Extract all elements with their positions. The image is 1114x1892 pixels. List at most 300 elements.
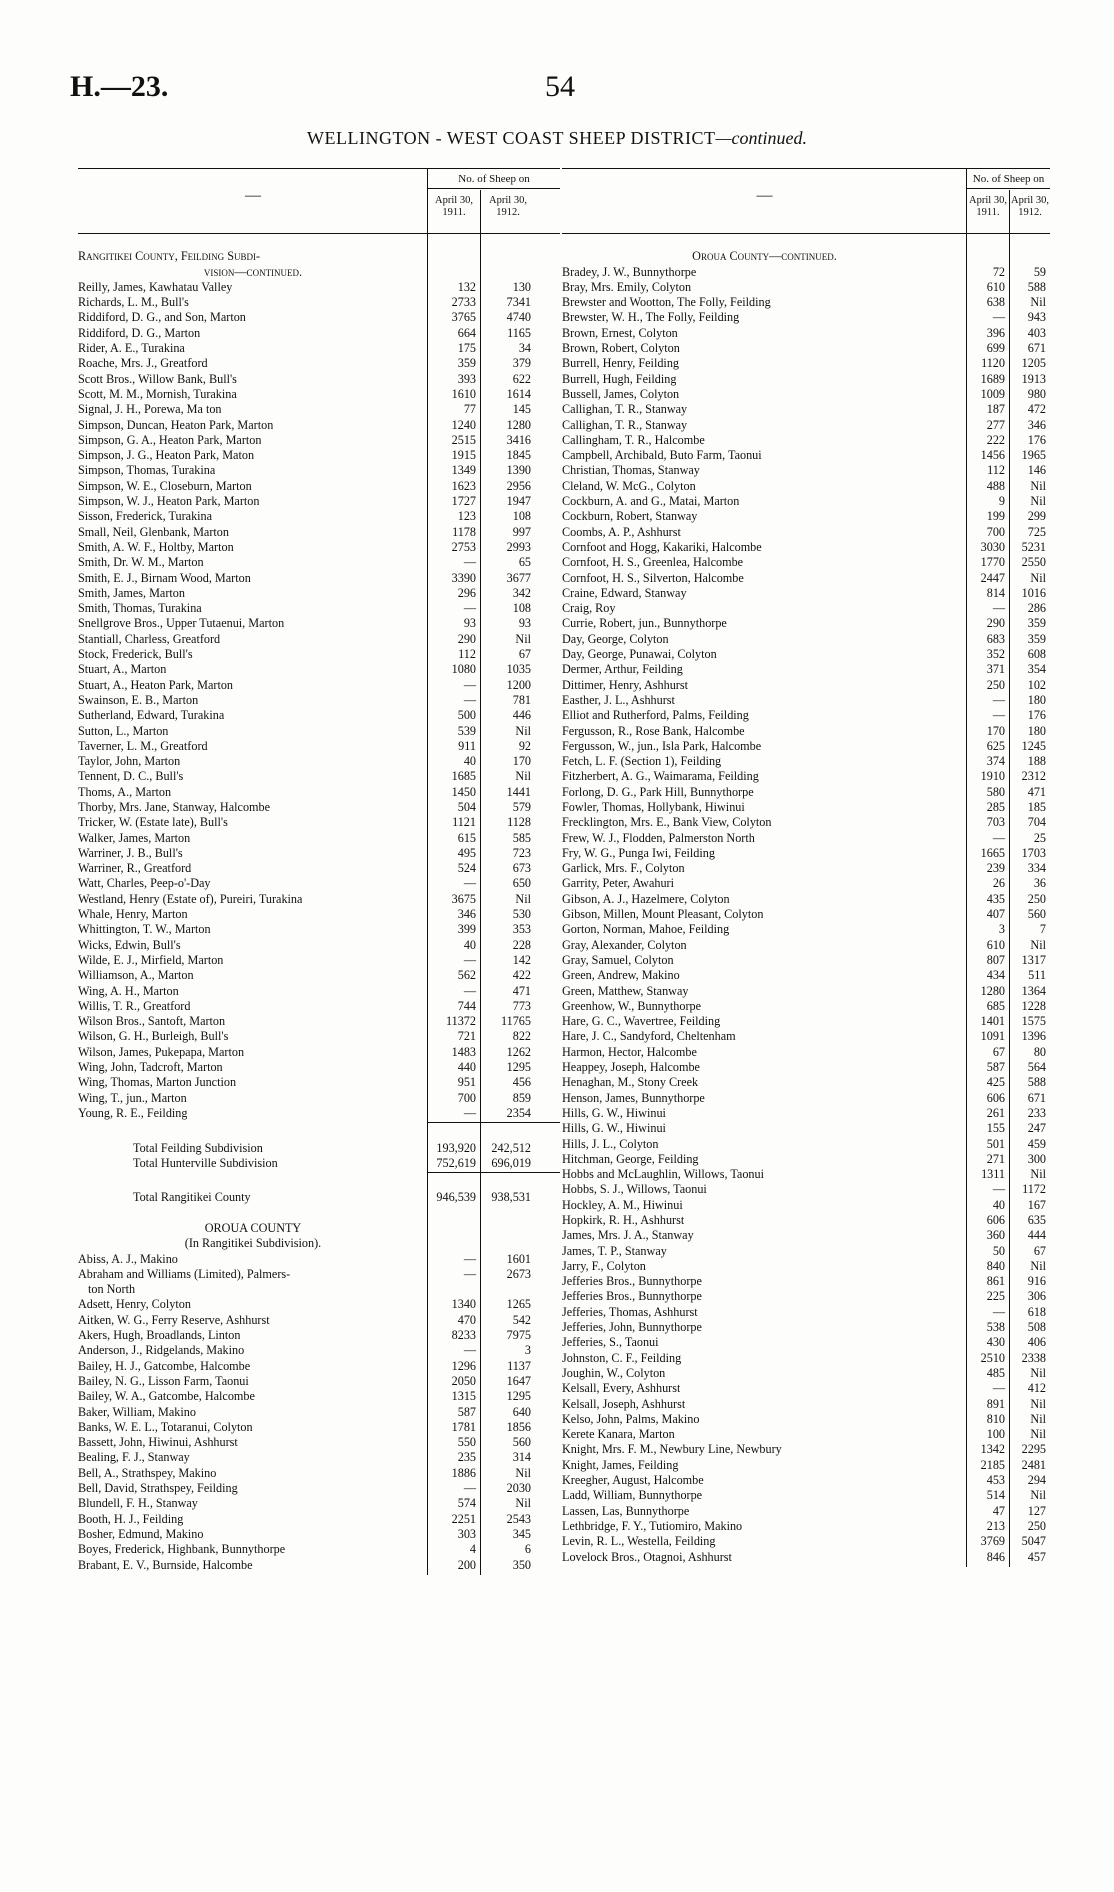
table-row: [78, 846, 560, 861]
owner-name: Brown, Ernest, Colyton: [562, 325, 678, 340]
table-row: [562, 1550, 1050, 1565]
header-col-1912: April 30, 1912.: [489, 195, 527, 218]
table-row: [562, 1137, 1050, 1152]
sheep-1911: 500: [457, 708, 476, 723]
owner-name: Sutton, L., Marton: [78, 723, 169, 738]
sheep-1912: 588: [1027, 1075, 1046, 1090]
sheep-1911: 1280: [980, 983, 1005, 998]
table-row: [562, 754, 1050, 769]
sheep-1911: 1910: [980, 769, 1005, 784]
right-table: [562, 168, 1050, 1565]
sheep-1912: Nil: [515, 1496, 531, 1511]
table-row: [78, 1558, 560, 1573]
owner-name: Richards, L. M., Bull's: [78, 295, 189, 310]
owner-name: Lassen, Las, Bunnythorpe: [562, 1503, 690, 1518]
table-row: [78, 769, 560, 784]
table-row: [562, 509, 1050, 524]
sheep-1911: 846: [986, 1549, 1005, 1564]
sheep-1911: —: [463, 692, 476, 707]
sheep-1912: 1172: [1022, 1182, 1046, 1197]
sheep-1911: 346: [457, 907, 476, 922]
sheep-1911: 610: [986, 279, 1005, 294]
section-heading: [78, 265, 560, 280]
sheep-1912: 359: [1027, 631, 1046, 646]
sheep-1911: 1315: [451, 1389, 476, 1404]
sheep-1912: 286: [1027, 601, 1046, 616]
sheep-1912: 1295: [506, 1389, 531, 1404]
table-row: [78, 831, 560, 846]
sheep-1912: Nil: [1030, 937, 1046, 952]
sheep-1912: 142: [512, 952, 531, 967]
table-row: [562, 999, 1050, 1014]
sheep-1912: 2543: [506, 1511, 531, 1526]
sheep-1912: 1016: [1021, 585, 1046, 600]
sheep-1911: 514: [986, 1488, 1005, 1503]
table-row: [78, 509, 560, 524]
owner-name: Levin, R. L., Westella, Feilding: [562, 1534, 716, 1549]
owner-name: Brown, Robert, Colyton: [562, 341, 680, 356]
sheep-1912: 299: [1027, 509, 1046, 524]
sheep-1911: 407: [986, 907, 1005, 922]
table-row: [562, 678, 1050, 693]
sheep-1912: Nil: [1030, 570, 1046, 585]
sheep-1911: 47: [992, 1503, 1005, 1518]
sheep-1912: 406: [1027, 1335, 1046, 1350]
page-reference: H.—23.: [70, 70, 169, 103]
table-row: [562, 601, 1050, 616]
sheep-1911: 814: [986, 585, 1005, 600]
table-row: [78, 922, 560, 937]
sheep-1911: 352: [986, 647, 1005, 662]
sheep-1912: 859: [512, 1090, 531, 1105]
sheep-1912: 59: [1033, 264, 1046, 279]
sheep-1912: 1441: [506, 784, 531, 799]
table-row: [562, 1534, 1050, 1549]
table-row: [78, 1313, 560, 1328]
sheep-1912: 1035: [506, 662, 531, 677]
owner-name: Fry, W. G., Punga Iwi, Feilding: [562, 845, 715, 860]
owner-name: Bailey, H. J., Gatcombe, Halcombe: [78, 1358, 251, 1373]
sheep-1912: 2354: [506, 1105, 531, 1120]
sheep-1911: 1886: [451, 1465, 476, 1480]
table-row: [78, 1252, 560, 1267]
sheep-1911: 840: [986, 1258, 1005, 1273]
sheep-1912: 472: [1027, 402, 1046, 417]
sheep-1911: 1665: [980, 845, 1005, 860]
sheep-1911: 239: [986, 861, 1005, 876]
sheep-1912: Nil: [1030, 1167, 1046, 1182]
sheep-1911: 488: [986, 478, 1005, 493]
table-row: [78, 938, 560, 953]
sheep-1912: 36: [1033, 876, 1046, 891]
sheep-1911: 40: [463, 754, 476, 769]
table-row: [562, 525, 1050, 540]
sheep-1911: 538: [986, 1320, 1005, 1335]
sheep-1911: 2510: [980, 1350, 1005, 1365]
table-row: [562, 1381, 1050, 1396]
sheep-1912: 145: [512, 402, 531, 417]
table-row: [78, 1435, 560, 1450]
table-row: [562, 1228, 1050, 1243]
sheep-1912: 938,531: [491, 1190, 531, 1205]
sheep-1911: 587: [986, 1060, 1005, 1075]
table-row: [562, 1320, 1050, 1335]
table-row: [562, 310, 1050, 325]
owner-name: Scott Bros., Willow Bank, Bull's: [78, 371, 237, 386]
sheep-1912: 457: [1027, 1549, 1046, 1564]
sheep-1911: 3030: [980, 539, 1005, 554]
sheep-1911: 1091: [980, 1029, 1005, 1044]
sheep-1912: 7341: [506, 295, 531, 310]
sheep-1912: Nil: [1030, 1488, 1046, 1503]
sheep-1911: 290: [457, 631, 476, 646]
sheep-1912: 422: [512, 968, 531, 983]
table-row: [78, 1014, 560, 1029]
table-row: [78, 1542, 560, 1557]
sheep-1911: 285: [986, 799, 1005, 814]
sheep-1912: 80: [1033, 1044, 1046, 1059]
table-row: [562, 953, 1050, 968]
table-row: [562, 448, 1050, 463]
sheep-1911: 434: [986, 968, 1005, 983]
column-rule: [427, 168, 428, 1575]
sheep-1912: Nil: [515, 631, 531, 646]
sheep-1911: 271: [986, 1151, 1005, 1166]
table-row: [562, 387, 1050, 402]
table-row: [562, 907, 1050, 922]
page-number: 54: [545, 70, 575, 103]
sheep-1912: 560: [512, 1435, 531, 1450]
sheep-1912: 1364: [1021, 983, 1046, 998]
sheep-1911: 393: [457, 371, 476, 386]
sheep-1912: 314: [512, 1450, 531, 1465]
table-row: [78, 1389, 560, 1404]
owner-name: Hare, J. C., Sandyford, Cheltenham: [562, 1029, 736, 1044]
table-row: [562, 724, 1050, 739]
owner-name: Fergusson, R., Rose Bank, Halcombe: [562, 723, 745, 738]
owner-name: Campbell, Archibald, Buto Farm, Taonui: [562, 448, 762, 463]
owner-name: Bradey, J. W., Bunnythorpe: [562, 264, 697, 279]
table-row: [562, 922, 1050, 937]
sheep-1911: 810: [986, 1411, 1005, 1426]
sheep-1912: 1913: [1021, 371, 1046, 386]
owner-name: Booth, H. J., Feilding: [78, 1511, 184, 1526]
owner-name: Small, Neil, Glenbank, Marton: [78, 524, 229, 539]
owner-name: Stuart, A., Heaton Park, Marton: [78, 677, 234, 692]
owner-name: Simpson, Duncan, Heaton Park, Marton: [78, 417, 274, 432]
owner-name: Abiss, A. J., Makino: [78, 1251, 178, 1266]
sheep-1911: 683: [986, 631, 1005, 646]
table-row: [562, 372, 1050, 387]
table-row: [78, 647, 560, 662]
sheep-1912: 560: [1027, 907, 1046, 922]
sheep-1912: 11765: [500, 1014, 531, 1029]
owner-name: Rangitikei County, Feilding Subdi-: [78, 249, 261, 264]
sheep-1912: 723: [512, 845, 531, 860]
left-table-header: [78, 168, 560, 234]
sheep-1912: 1856: [506, 1419, 531, 1434]
sheep-1912: 459: [1027, 1136, 1046, 1151]
sheep-1911: 303: [457, 1526, 476, 1541]
owner-name: Callighan, T. R., Stanway: [562, 402, 688, 417]
sheep-1912: 65: [518, 555, 531, 570]
sheep-1912: 167: [1027, 1197, 1046, 1212]
table-row: [562, 326, 1050, 341]
owner-name: Jefferies, John, Bunnythorpe: [562, 1320, 702, 1335]
owner-name: Wing, T., jun., Marton: [78, 1090, 187, 1105]
table-row: [78, 234, 560, 249]
sheep-1911: 40: [463, 937, 476, 952]
table-row: [562, 1106, 1050, 1121]
table-row: [562, 1182, 1050, 1197]
sheep-1911: 744: [457, 998, 476, 1013]
owner-name: Gray, Alexander, Colyton: [562, 937, 687, 952]
table-row: [78, 1405, 560, 1420]
owner-name: Jefferies, S., Taonui: [562, 1335, 659, 1350]
sheep-1912: 1317: [1021, 952, 1046, 967]
sheep-1912: 640: [512, 1404, 531, 1419]
sheep-1911: 1450: [451, 784, 476, 799]
owner-name: Kelsall, Joseph, Ashhurst: [562, 1396, 686, 1411]
table-row: [562, 433, 1050, 448]
table-row: [78, 785, 560, 800]
table-row: [78, 1267, 560, 1282]
owner-name: Signal, J. H., Porewa, Ma ton: [78, 402, 222, 417]
table-row: [562, 769, 1050, 784]
table-row: [78, 387, 560, 402]
table-row: [562, 1305, 1050, 1320]
sheep-1911: 3675: [451, 891, 476, 906]
owner-name: Baker, William, Makino: [78, 1404, 196, 1419]
table-row: [562, 968, 1050, 983]
owner-name: Garlick, Mrs. F., Colyton: [562, 861, 685, 876]
owner-name: Young, R. E., Feilding: [78, 1105, 188, 1120]
sheep-1912: 1965: [1021, 448, 1046, 463]
table-row: [562, 280, 1050, 295]
sheep-1911: 1401: [980, 1014, 1005, 1029]
sheep-1911: —: [992, 830, 1005, 845]
sheep-1912: 176: [1027, 432, 1046, 447]
sheep-1911: 504: [457, 799, 476, 814]
sheep-1912: 306: [1027, 1289, 1046, 1304]
owner-name: Snellgrove Bros., Upper Tutaenui, Marton: [78, 616, 285, 631]
owner-name: Elliot and Rutherford, Palms, Feilding: [562, 708, 749, 723]
sheep-1911: 752,619: [436, 1155, 476, 1170]
sheep-1912: 2481: [1021, 1457, 1046, 1472]
sheep-1911: 453: [986, 1473, 1005, 1488]
owner-name: vision—continued.: [203, 264, 303, 279]
sheep-1912: 1280: [506, 417, 531, 432]
table-row: [78, 1175, 560, 1190]
sheep-1911: 26: [992, 876, 1005, 891]
owner-name: Williamson, A., Marton: [78, 968, 194, 983]
table-row: [562, 555, 1050, 570]
table-row: [562, 1335, 1050, 1350]
sheep-1911: 1342: [980, 1442, 1005, 1457]
page-title: [0, 128, 1114, 149]
total-row: [78, 1190, 560, 1205]
sheep-1911: 1915: [451, 448, 476, 463]
owner-name: Total Hunterville Subdivision: [133, 1155, 278, 1170]
owner-name: Riddiford, D. G., and Son, Marton: [78, 310, 246, 325]
owner-name: Craine, Edward, Stanway: [562, 585, 687, 600]
sheep-1911: 1689: [980, 371, 1005, 386]
table-row: [78, 616, 560, 631]
table-row: [562, 984, 1050, 999]
owner-name: Bell, A., Strathspey, Makino: [78, 1465, 217, 1480]
sheep-1912: 1205: [1021, 356, 1046, 371]
sheep-1911: 277: [986, 417, 1005, 432]
sheep-1911: 861: [986, 1274, 1005, 1289]
owner-name: Callighan, T. R., Stanway: [562, 417, 688, 432]
sheep-1911: —: [992, 708, 1005, 723]
sheep-1912: 353: [512, 922, 531, 937]
owner-name: Scott, M. M., Mornish, Turakina: [78, 386, 237, 401]
sheep-1912: 250: [1027, 891, 1046, 906]
table-row: [78, 1420, 560, 1435]
sheep-1912: 1703: [1021, 845, 1046, 860]
sheep-1912: 671: [1027, 341, 1046, 356]
sheep-1912: 7: [1039, 922, 1046, 937]
sheep-1911: 606: [986, 1213, 1005, 1227]
table-row: [562, 1473, 1050, 1488]
sheep-1912: Nil: [1030, 478, 1046, 493]
owner-name: Lovelock Bros., Otagnoi, Ashhurst: [562, 1549, 732, 1564]
table-row: [562, 571, 1050, 586]
table-row: [78, 739, 560, 754]
sheep-1912: 102: [1027, 677, 1046, 692]
sheep-1911: 699: [986, 341, 1005, 356]
table-row: [78, 326, 560, 341]
sheep-1911: 524: [457, 861, 476, 876]
sheep-1912: 2295: [1021, 1442, 1046, 1457]
rule-line: [428, 1122, 560, 1123]
sheep-1911: 1610: [451, 386, 476, 401]
owner-name: Akers, Hugh, Broadlands, Linton: [78, 1328, 241, 1343]
table-row: [562, 1045, 1050, 1060]
sheep-1911: 470: [457, 1312, 476, 1327]
owner-name: Cockburn, Robert, Stanway: [562, 509, 698, 524]
sheep-1911: —: [463, 1266, 476, 1281]
table-row: [78, 310, 560, 325]
owner-name: Hobbs and McLaughlin, Willows, Taonui: [562, 1167, 764, 1182]
sheep-1911: 1456: [980, 448, 1005, 463]
owner-name: Greenhow, W., Bunnythorpe: [562, 998, 702, 1013]
sheep-1912: 185: [1027, 799, 1046, 814]
sheep-1911: 580: [986, 784, 1005, 799]
sheep-1911: 187: [986, 402, 1005, 417]
owner-name: Smith, James, Marton: [78, 585, 185, 600]
owner-name: Brewster, W. H., The Folly, Feilding: [562, 310, 740, 325]
sheep-1911: 213: [986, 1518, 1005, 1533]
sheep-1912: 1245: [1021, 738, 1046, 753]
table-row: [562, 1458, 1050, 1473]
owner-name: Riddiford, D. G., Marton: [78, 325, 201, 340]
sheep-1912: 3416: [506, 432, 531, 447]
owner-name: Swainson, E. B., Marton: [78, 692, 199, 707]
table-row: [562, 693, 1050, 708]
owner-name: Bailey, N. G., Lisson Farm, Taonui: [78, 1373, 249, 1388]
table-row: [78, 892, 560, 907]
sheep-1911: 1623: [451, 478, 476, 493]
owner-name: Jarry, F., Colyton: [562, 1258, 646, 1273]
owner-name: Smith, Dr. W. M., Marton: [78, 555, 204, 570]
sheep-1912: 359: [1027, 616, 1046, 631]
table-row: [78, 861, 560, 876]
owner-name: ton North: [88, 1282, 136, 1297]
sheep-1911: 100: [986, 1427, 1005, 1442]
sheep-1911: 807: [986, 952, 1005, 967]
owner-name: Currie, Robert, jun., Bunnythorpe: [562, 616, 727, 631]
owner-name: Thorby, Mrs. Jane, Stanway, Halcombe: [78, 799, 271, 814]
owner-name: Boyes, Frederick, Highbank, Bunnythorpe: [78, 1542, 286, 1557]
table-row: [78, 693, 560, 708]
owner-name: Taverner, L. M., Greatford: [78, 738, 208, 753]
sheep-1911: —: [992, 601, 1005, 616]
sheep-1912: 471: [512, 983, 531, 998]
sheep-1911: 67: [992, 1044, 1005, 1059]
table-row: [562, 876, 1050, 891]
sheep-1912: 67: [518, 647, 531, 662]
owner-name: Bray, Mrs. Emily, Colyton: [562, 279, 692, 294]
sheep-1911: 501: [986, 1136, 1005, 1151]
table-row: [78, 999, 560, 1014]
sheep-1911: 485: [986, 1365, 1005, 1380]
sheep-1912: 622: [512, 371, 531, 386]
sheep-1911: 430: [986, 1335, 1005, 1350]
column-rule: [480, 190, 481, 1575]
table-row: [562, 418, 1050, 433]
sheep-1912: 1165: [507, 325, 531, 340]
owner-name: Easther, J. L., Ashhurst: [562, 692, 675, 707]
owner-name: Hills, G. W., Hiwinui: [562, 1121, 666, 1136]
sheep-1912: 822: [512, 1029, 531, 1044]
sheep-1912: 588: [1027, 279, 1046, 294]
owner-name: Tricker, W. (Estate late), Bull's: [78, 815, 228, 830]
table-row: [562, 463, 1050, 478]
sheep-1912: 618: [1027, 1304, 1046, 1319]
sheep-1912: Nil: [515, 769, 531, 784]
sheep-1911: 2733: [451, 295, 476, 310]
sheep-1911: 359: [457, 356, 476, 371]
sheep-1911: 606: [986, 1090, 1005, 1105]
table-row: [562, 616, 1050, 631]
table-row: [78, 1206, 560, 1221]
header-group-label: No. of Sheep on: [967, 173, 1050, 189]
sheep-1911: 1296: [451, 1358, 476, 1373]
table-row: [562, 708, 1050, 723]
sheep-1912: 508: [1027, 1320, 1046, 1335]
owner-name: Hopkirk, R. H., Ashhurst: [562, 1213, 685, 1227]
sheep-1912: Nil: [1030, 1258, 1046, 1273]
sheep-1911: 112: [987, 463, 1005, 478]
owner-name: Joughin, W., Colyton: [562, 1365, 666, 1380]
right-table-body: [562, 234, 1050, 1565]
sheep-1912: 1265: [506, 1297, 531, 1312]
sheep-1912: 1845: [506, 448, 531, 463]
sheep-1911: 951: [457, 1075, 476, 1090]
sheep-1911: 2251: [451, 1511, 476, 1526]
sheep-1912: 176: [1027, 708, 1046, 723]
table-row: [562, 1351, 1050, 1366]
table-row: [562, 1274, 1050, 1289]
sheep-1911: 50: [992, 1243, 1005, 1258]
owner-name: Smith, E. J., Birnam Wood, Marton: [78, 570, 251, 585]
sheep-1912: 980: [1027, 386, 1046, 401]
sheep-1911: 685: [986, 998, 1005, 1013]
table-row: [562, 356, 1050, 371]
sheep-1911: —: [992, 692, 1005, 707]
